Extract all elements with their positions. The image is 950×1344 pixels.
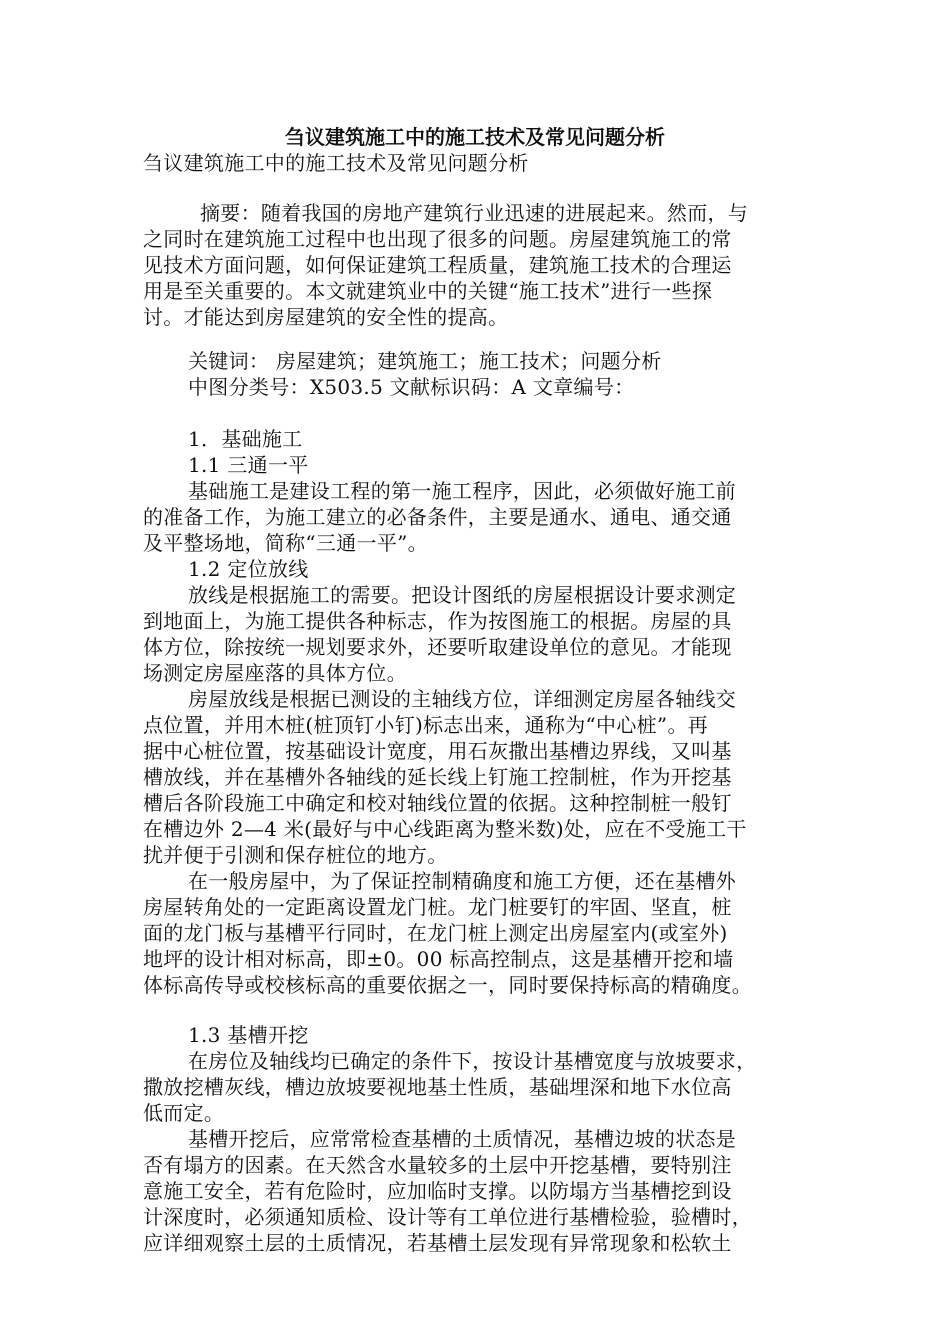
document-subtitle: 刍议建筑施工中的施工技术及常见问题分析 [143,151,529,175]
paragraph-line: 低而定。 [143,1101,225,1125]
paragraph-line: 的准备工作，为施工建立的必备条件，主要是通水、通电、通交通 [143,505,732,529]
paragraph-line: 放线是根据施工的需要。把设计图纸的房屋根据设计要求测定 [188,583,737,607]
paragraph-line: 意施工安全，若有危险时，应加临时支撑。以防塌方当基槽挖到设 [143,1179,732,1203]
paragraph-line: 在房位及轴线均已确定的条件下，按设计基槽宽度与放坡要求， [188,1049,757,1073]
abstract-line: 见技术方面问题，如何保证建筑工程质量，建筑施工技术的合理运 [143,253,732,277]
paragraph-line: 撒放挖槽灰线，槽边放坡要视地基土性质，基础埋深和地下水位高 [143,1075,732,1099]
paragraph-line: 点位置，并用木桩(桩顶钉小钉)标志出来，通称为“中心桩”。再 [143,713,709,737]
classification-line: 中图分类号：X503.5 文献标识码：A 文章编号： [188,375,635,399]
abstract-line: 讨。才能达到房屋建筑的安全性的提高。 [143,305,509,329]
paragraph-line: 场测定房屋座落的具体方位。 [143,661,407,685]
paragraph-line: 据中心桩位置，按基础设计宽度，用石灰撒出基槽边界线，又叫基 [143,739,732,763]
paragraph-line: 体方位，除按统一规划要求外，还要听取建设单位的意见。才能现 [143,635,732,659]
subsection-heading: 1.3 基槽开挖 [188,1023,309,1047]
paragraph-line: 房屋放线是根据已测设的主轴线方位，详细测定房屋各轴线交 [188,687,737,711]
keywords-line: 关键词： 房屋建筑；建筑施工；施工技术；问题分析 [188,349,662,373]
paragraph-line: 房屋转角处的一定距离设置龙门桩。龙门桩要钉的牢固、坚直，桩 [143,895,732,919]
paragraph-line: 扰并便于引测和保存桩位的地方。 [143,843,448,867]
paragraph-line: 否有塌方的因素。在天然含水量较多的土层中开挖基槽，要特别注 [143,1153,732,1177]
paragraph-line: 基础施工是建设工程的第一施工程序，因此，必须做好施工前 [188,479,737,503]
paragraph-line: 体标高传导或校核标高的重要依据之一，同时要保持标高的精确度。 [143,973,752,997]
subsection-heading: 1.2 定位放线 [188,557,309,581]
paragraph-line: 面的龙门板与基槽平行同时，在龙门桩上测定出房屋室内(或室外) [143,921,728,945]
paragraph-line: 及平整场地，简称“三通一平”。 [143,531,428,555]
paragraph-line: 槽后各阶段施工中确定和校对轴线位置的依据。这种控制桩一般钉 [143,791,732,815]
abstract-line: 摘要：随着我国的房地产建筑行业迅速的进展起来。然而，与 [200,201,749,225]
paragraph-line: 槽放线，并在基槽外各轴线的延长线上钉施工控制桩，作为开挖基 [143,765,732,789]
paragraph-line: 到地面上，为施工提供各种标志，作为按图施工的根据。房屋的具 [143,609,732,633]
paragraph-line: 应详细观察土层的土质情况，若基槽土层发现有异常现象和松软土 [143,1231,732,1255]
subsection-heading: 1.1 三通一平 [188,453,309,477]
document-title: 刍议建筑施工中的施工技术及常见问题分析 [285,125,665,149]
abstract-line: 用是至关重要的。本文就建筑业中的关键“施工技术”进行一些探 [143,279,713,303]
abstract-line: 之同时在建筑施工过程中也出现了很多的问题。房屋建筑施工的常 [143,227,732,251]
section-heading: 1．基础施工 [188,427,303,451]
paragraph-line: 计深度时，必须通知质检、设计等有工单位进行基槽检验，验槽时， [143,1205,752,1229]
paragraph-line: 地坪的设计相对标高，即±0。00 标高控制点，这是基槽开挖和墙 [143,947,734,971]
paragraph-line: 基槽开挖后，应常常检查基槽的土质情况，基槽边坡的状态是 [188,1127,737,1151]
paragraph-line: 在一般房屋中，为了保证控制精确度和施工方便，还在基槽外 [188,869,737,893]
paragraph-line: 在槽边外 2—4 米(最好与中心线距离为整米数)处，应在不受施工干 [143,817,747,841]
